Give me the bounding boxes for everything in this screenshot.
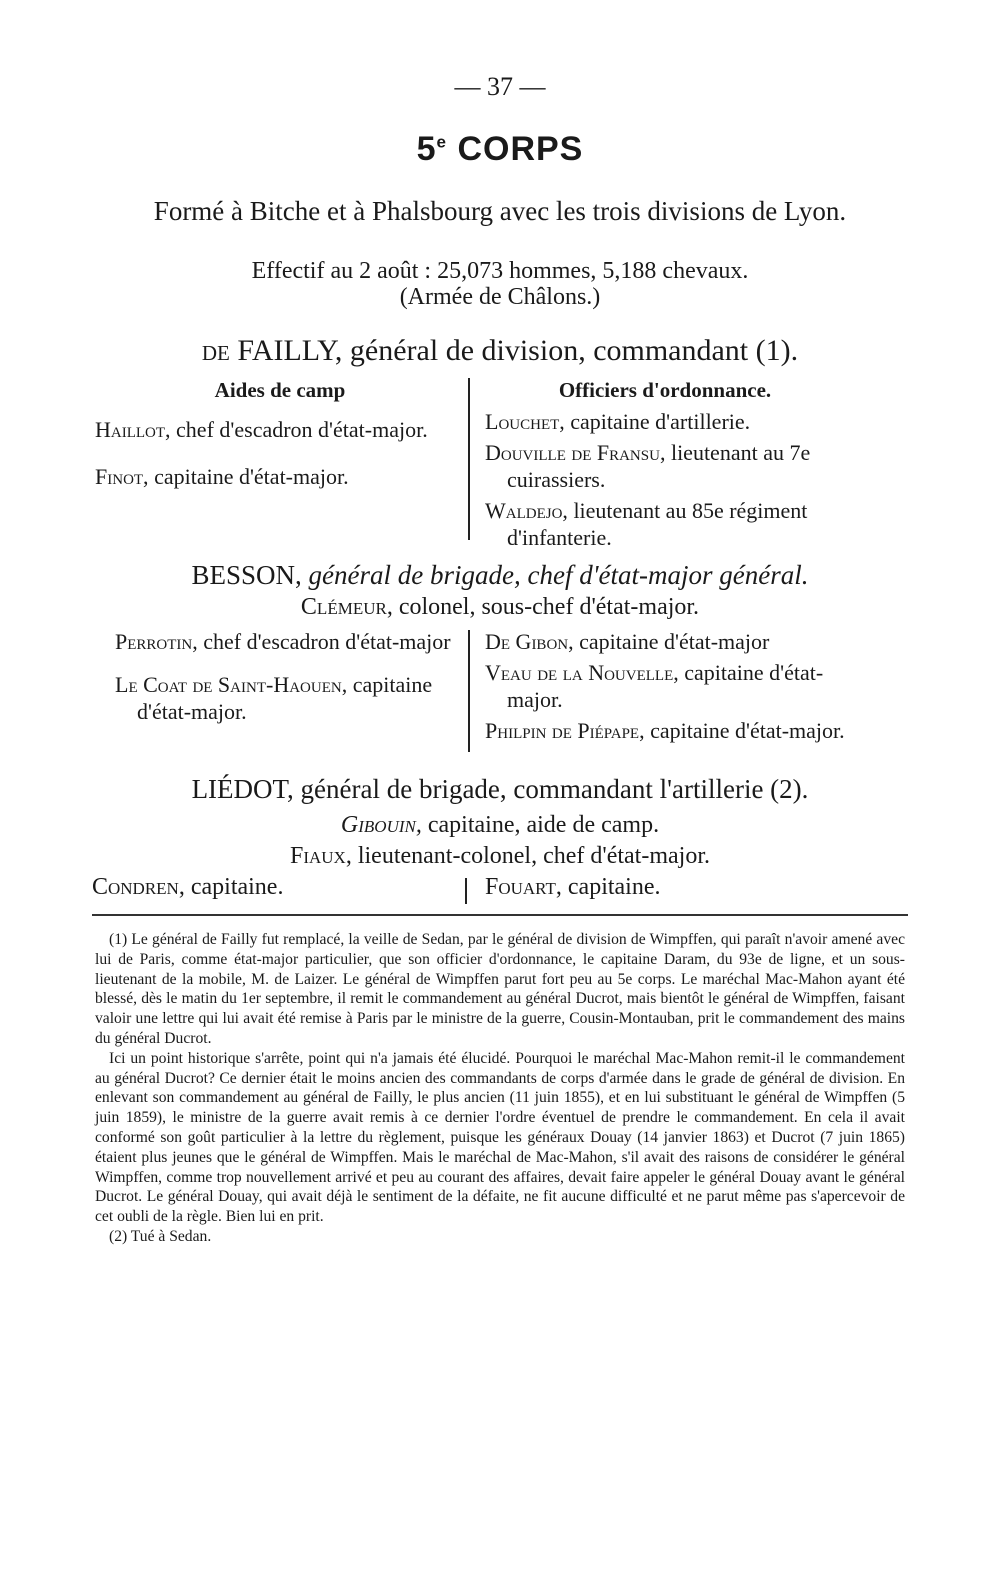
list-item <box>485 497 845 551</box>
page-number: — 37 — <box>454 72 546 101</box>
officer-name: Waldejo, <box>485 498 568 523</box>
fiaux-line <box>0 843 1000 870</box>
officer-name: Veau de la Nouvelle, <box>485 660 679 685</box>
officer-rank: chef d'escadron d'état-major. <box>176 417 428 442</box>
intro-armee: (Armée de Châlons.) <box>399 284 601 310</box>
officer-name: Douville de Fransu, <box>485 440 666 465</box>
footnotes <box>95 930 905 1247</box>
list-item <box>485 628 845 655</box>
corps-ordinal: e <box>436 132 447 152</box>
officer-name: Fiaux, <box>289 843 352 869</box>
besson-line <box>0 560 1000 591</box>
section-title <box>0 130 1000 169</box>
officer-rank: capitaine. <box>190 874 284 900</box>
liedot-line <box>0 774 1000 805</box>
officer-rank: capitaine. <box>567 874 661 900</box>
list-item <box>115 628 460 655</box>
general-name: LIÉDOT, <box>191 774 294 804</box>
column-divider <box>468 378 470 540</box>
officer-rank: lieutenant au 7e cuirassiers. <box>507 440 811 492</box>
officer-name: Gibouin, <box>340 812 422 838</box>
list-item <box>485 408 845 435</box>
corps-word: CORPS <box>457 130 584 168</box>
list-item <box>485 659 845 713</box>
corps-number: 5 <box>416 130 437 168</box>
footnote-2: (2) Tué à Sedan. <box>109 1227 212 1245</box>
officer-rank: capitaine d'état-major. <box>507 660 824 712</box>
footnote-1-continued: Ici un point historique s'arrête, point qui n'a jamais été élucidé. Pourquoi le maréchal Mac-Mahon remit-il le commandement au général Ducrot? Ce dernier était le moins ancien des commandants de corps d'armée dans le grade de général de division. En enlevant son commandement au général de Failly, le plus ancien (11 juin 1855), et en lui substituant le général de Wimpffen (5 juin 1859), le ministre de la guerre avait remis à ce dernier l'ordre éventuel de prendre le commandement. En cela il avait conformé son goût particulier à la lettre du règlement, puisque les généraux Douay (14 janvier 1863) et Ducrot (7 juin 1865) étaient plus jeunes que le général de Wimpffen. Mais le maréchal de Mac-Mahon, s'il avait des raisons de considérer le général Wimpffen, comme trop nouvellement arrivé et peu au courant des affaires, devait faire appeler le général Douay avant le général Ducrot. Le général Douay, qui avait déjà le sentiment de la défaite, ne fit aucune difficulté et ne parut même pas s'apercevoir de cet oubli de la règle. Bien lui en prit. <box>95 1049 905 1226</box>
footnote-1: (1) Le général de Failly fut remplacé, la veille de Sedan, par le général de division de Wimpffen, qui paraît n'avoir amené avec lui de Paris, comme état-major particulier, que son officier d'ordonnance, le capitaine Daram, du 93e de ligne, et un sous-lieutenant de la mobile, M. de Laizer. Le général de Wimpffen parut fort peu au 5e corps. Le maréchal Mac-Mahon ayant été blessé, dès le matin du 1er septembre, il remit le commandement au général Ducrot, mais bientôt le général de Wimpffen, faisant valoir une lettre qui lui avait été remise à Paris par le ministre de la guerre, Cousin-Montauban, prit le commandement des mains du général Ducrot. <box>95 931 905 1047</box>
staff2-left-list <box>115 628 460 739</box>
officiers-ordonnance-list <box>485 408 845 565</box>
list-item <box>115 671 460 725</box>
aides-de-camp-heading: Aides de camp <box>214 378 346 402</box>
general-rank: général de brigade, commandant l'artillerie (2). <box>300 774 809 804</box>
column-divider <box>468 630 470 752</box>
footnote-rule <box>92 914 908 916</box>
officer-name: Fouart, <box>485 874 562 900</box>
officer-name: De Gibon, <box>485 629 574 654</box>
officer-rank: capitaine, aide de camp. <box>427 812 660 838</box>
officer-rank: capitaine d'artillerie. <box>570 409 751 434</box>
general-name: BESSON, <box>191 560 302 590</box>
officer-name: Clémeur, <box>300 594 393 620</box>
list-item <box>485 439 845 493</box>
officer-name: Finot, <box>95 464 149 489</box>
staff2-right-list <box>485 628 845 758</box>
officer-name: Haillot, <box>95 417 171 442</box>
officer-name: Le Coat de Saint-Haouen, <box>115 672 348 697</box>
condren-entry <box>92 874 452 901</box>
commander-prefix: de <box>201 334 230 367</box>
aides-de-camp-list <box>95 416 460 504</box>
officer-rank: capitaine d'état-major <box>579 629 770 654</box>
list-item <box>95 463 460 490</box>
list-item <box>485 717 845 744</box>
officer-rank: colonel, sous-chef d'état-major. <box>398 594 700 620</box>
officer-name: Condren, <box>92 874 185 900</box>
fouart-entry <box>485 874 845 901</box>
gibouin-line <box>0 812 1000 839</box>
officer-rank: lieutenant au 85e régiment d'infanterie. <box>507 498 808 550</box>
clemeur-line <box>0 594 1000 621</box>
officer-rank: chef d'escadron d'état-major <box>203 629 451 654</box>
commander-name: FAILLY, <box>237 334 343 367</box>
officer-rank: capitaine d'état-major. <box>137 672 433 724</box>
officer-name: Perrotin, <box>115 629 198 654</box>
officer-rank: capitaine d'état-major. <box>154 464 349 489</box>
officiers-ordonnance-heading: Officiers d'ordonnance. <box>558 378 772 402</box>
officer-name: Philpin de Piépape, <box>485 718 645 743</box>
officer-rank: capitaine d'état-major. <box>650 718 845 743</box>
officer-rank: lieutenant-colonel, chef d'état-major. <box>357 843 710 869</box>
intro-effectif: Effectif au 2 août : 25,073 hommes, 5,188 chevaux. <box>251 258 749 284</box>
commander-line <box>0 334 1000 368</box>
list-item <box>95 416 460 443</box>
officer-name: Louchet, <box>485 409 565 434</box>
intro-formed: Formé à Bitche et à Phalsbourg avec les trois divisions de Lyon. <box>153 196 847 226</box>
commander-rank: général de division, commandant (1). <box>349 334 799 367</box>
column-divider <box>465 878 467 904</box>
general-rank: général de brigade, chef d'état-major général. <box>308 560 809 590</box>
